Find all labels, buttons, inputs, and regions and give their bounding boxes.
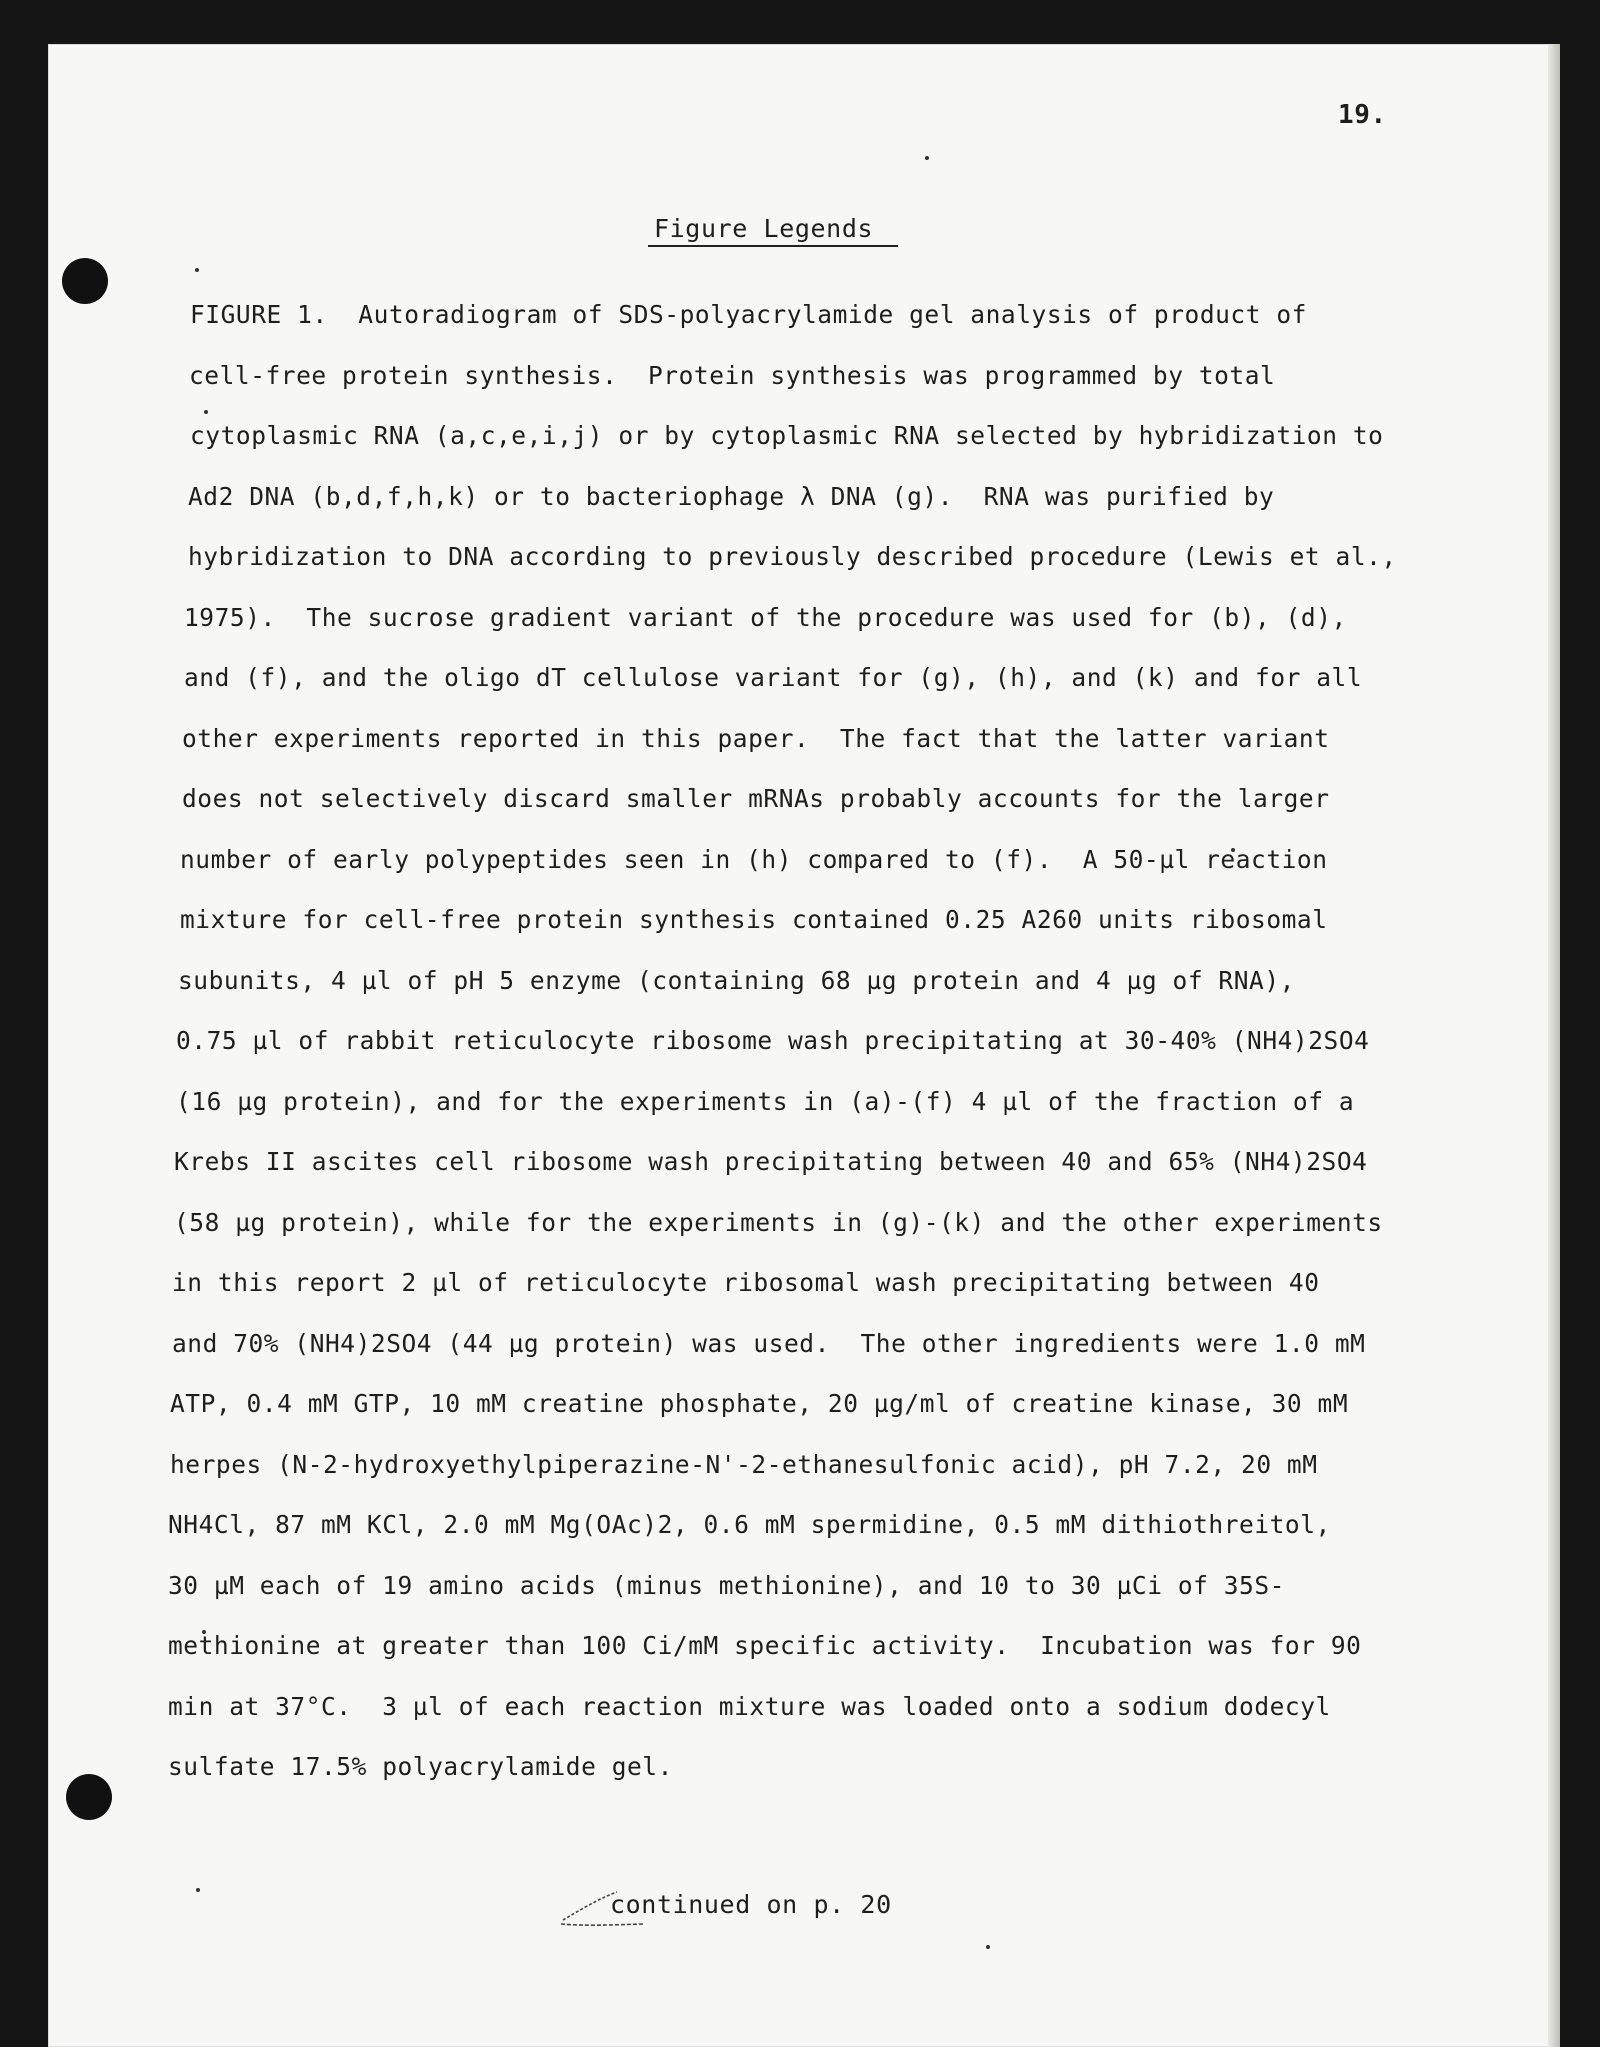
speck [986,1945,990,1949]
page-edge [1548,44,1560,2047]
legend-line: sulfate 17.5% polyacrylamide gel. [168,1752,673,1781]
section-title: Figure Legends [654,214,874,243]
speck [195,268,199,272]
legend-line: NH4Cl, 87 mM KCl, 2.0 mM Mg(OAc)2, 0.6 mM spermidine, 0.5 mM dithiothreitol, [168,1510,1331,1539]
legend-line: (16 µg protein), and for the experiments in (a)-(f) 4 µl of the fraction of a [176,1086,1355,1116]
legend-line: cytoplasmic RNA (a,c,e,i,j) or by cytoplasmic RNA selected by hybridization to [190,421,1384,450]
speck [196,1888,200,1892]
page-number: 19. [1338,100,1387,130]
legend-line: 30 µM each of 19 amino acids (minus methionine), and 10 to 30 µCi of 35S- [168,1570,1285,1600]
legend-line: mixture for cell-free protein synthesis contained 0.25 A260 units ribosomal [180,905,1328,934]
legend-line: Krebs II ascites cell ribosome wash precipitating between 40 and 65% (NH4)2SO4 [174,1147,1368,1176]
legend-line: ATP, 0.4 mM GTP, 10 mM creatine phosphate, 20 µg/ml of creatine kinase, 30 mM [170,1389,1349,1418]
legend-line: and 70% (NH4)2SO4 (44 µg protein) was used. The other ingredients were 1.0 mM [172,1328,1366,1358]
figure-legend-body [168,300,1430,1813]
punch-hole-bottom [66,1774,112,1820]
legend-line: methionine at greater than 100 Ci/mM specific activity. Incubation was for 90 [168,1631,1362,1660]
speck [925,156,929,160]
legend-line: 1975). The sucrose gradient variant of the procedure was used for (b), (d), [184,602,1347,632]
continued-note: continued on p. 20 [610,1890,892,1919]
legend-line: herpes (N-2-hydroxyethylpiperazine-N'-2-ethanesulfonic acid), pH 7.2, 20 mM [170,1449,1318,1479]
title-underline [648,245,898,247]
punch-hole-top [62,258,108,304]
legend-line: number of early polypeptides seen in (h) compared to (f). A 50-µl reaction [180,844,1328,874]
legend-line: subunits, 4 µl of pH 5 enzyme (containing 68 µg protein and 4 µg of RNA), [178,965,1295,995]
legend-line: in this report 2 µl of reticulocyte ribosomal wash precipitating between 40 [172,1268,1320,1297]
legend-line: 0.75 µl of rabbit reticulocyte ribosome wash precipitating at 30-40% (NH4)2SO4 [176,1026,1370,1055]
legend-line: cell-free protein synthesis. Protein synthesis was programmed by total [189,360,1276,390]
legend-line: hybridization to DNA according to previously described procedure (Lewis et al., [188,542,1397,571]
legend-line: Ad2 DNA (b,d,f,h,k) or to bacteriophage λ DNA (g). RNA was purified by [188,481,1275,511]
legend-line: FIGURE 1. Autoradiogram of SDS-polyacrylamide gel analysis of product of [190,300,1307,329]
legend-line: and (f), and the oligo dT cellulose variant for (g), (h), and (k) and for all [184,663,1363,692]
legend-line: min at 37°C. 3 µl of each reaction mixture was loaded onto a sodium dodecyl [168,1691,1331,1721]
legend-line: other experiments reported in this paper. The fact that the latter variant [182,723,1330,753]
legend-line: does not selectively discard smaller mRNAs probably accounts for the larger [182,784,1330,813]
legend-line: (58 µg protein), while for the experiments in (g)-(k) and the other experiments [174,1207,1383,1237]
